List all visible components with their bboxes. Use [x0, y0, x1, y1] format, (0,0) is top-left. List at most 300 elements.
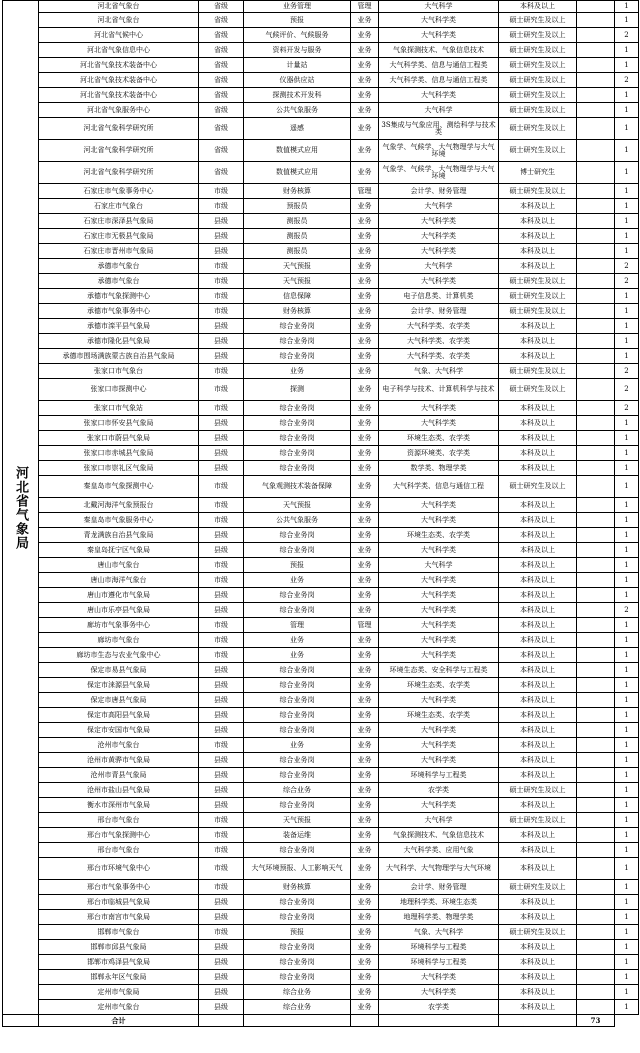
- count-cell: 1: [615, 738, 639, 753]
- position-cell: 综合业务岗: [244, 416, 351, 431]
- unit-cell: 石家庄市晋州市气象局: [39, 244, 199, 259]
- category-cell: 业务: [351, 498, 379, 513]
- blank-cell: [577, 498, 615, 513]
- unit-cell: 秦皇岛抚宁区气象局: [39, 543, 199, 558]
- category-cell: 业务: [351, 828, 379, 843]
- count-cell: 1: [615, 199, 639, 214]
- category-cell: 业务: [351, 229, 379, 244]
- blank-cell: [577, 334, 615, 349]
- unit-cell: 承德市气象探测中心: [39, 289, 199, 304]
- table-row: [3, 289, 639, 304]
- table-row: [3, 461, 639, 476]
- count-cell: 1: [615, 663, 639, 678]
- major-cell: 环境生态类、安全科学与工程类: [379, 663, 499, 678]
- major-cell: 大气科学类: [379, 723, 499, 738]
- level-cell: 省级: [199, 58, 244, 73]
- count-cell: 1: [615, 103, 639, 118]
- count-cell: 1: [615, 334, 639, 349]
- table-row: [3, 648, 639, 663]
- blank-cell: [577, 88, 615, 103]
- unit-cell: 邢台市气象台: [39, 813, 199, 828]
- unit-cell: 河北省气象服务中心: [39, 103, 199, 118]
- blank-cell: [577, 1000, 615, 1015]
- category-cell: 业务: [351, 349, 379, 364]
- major-cell: 大气科学类: [379, 985, 499, 1000]
- table-row: [3, 401, 639, 416]
- unit-cell: 河北省气象台: [39, 1, 199, 13]
- unit-cell: 廊坊市气象台: [39, 633, 199, 648]
- category-cell: 业务: [351, 401, 379, 416]
- education-cell: 硕士研究生及以上: [499, 274, 577, 289]
- level-cell: 市级: [199, 304, 244, 319]
- position-cell: 综合业务岗: [244, 753, 351, 768]
- unit-cell: 石家庄市深泽县气象局: [39, 214, 199, 229]
- blank-cell: [577, 648, 615, 663]
- blank-cell: [577, 349, 615, 364]
- unit-cell: 邢台市临城县气象局: [39, 895, 199, 910]
- level-cell: 市级: [199, 828, 244, 843]
- table-row: [3, 738, 639, 753]
- category-cell: 业务: [351, 603, 379, 618]
- table-row: [3, 603, 639, 618]
- education-cell: 本科及以上: [499, 1000, 577, 1015]
- table-row: [3, 28, 639, 43]
- count-cell: 1: [615, 461, 639, 476]
- unit-cell: 北戴河海洋气象预报台: [39, 498, 199, 513]
- blank-cell: [577, 970, 615, 985]
- total-label: 合计: [39, 1015, 199, 1027]
- table-row: [3, 940, 639, 955]
- unit-cell: 邢台市气象探测中心: [39, 828, 199, 843]
- count-cell: 1: [615, 693, 639, 708]
- level-cell: 市级: [199, 633, 244, 648]
- category-cell: 业务: [351, 431, 379, 446]
- position-cell: 综合业务岗: [244, 798, 351, 813]
- education-cell: 本科及以上: [499, 461, 577, 476]
- major-cell: 大气科学类: [379, 633, 499, 648]
- position-cell: 大气环境预报、人工影响天气: [244, 858, 351, 880]
- education-cell: 本科及以上: [499, 723, 577, 738]
- unit-cell: 石家庄市气象台: [39, 199, 199, 214]
- education-cell: 硕士研究生及以上: [499, 289, 577, 304]
- blank-cell: [577, 895, 615, 910]
- major-cell: 气象探测技术、气象信息技术: [379, 828, 499, 843]
- blank-cell: [577, 813, 615, 828]
- level-cell: 县级: [199, 985, 244, 1000]
- education-cell: 硕士研究生及以上: [499, 364, 577, 379]
- education-cell: 本科及以上: [499, 498, 577, 513]
- count-cell: 1: [615, 895, 639, 910]
- count-cell: 1: [615, 813, 639, 828]
- position-cell: 信息保障: [244, 289, 351, 304]
- position-cell: 综合业务岗: [244, 401, 351, 416]
- position-cell: 综合业务岗: [244, 723, 351, 738]
- education-cell: 本科及以上: [499, 199, 577, 214]
- position-cell: 业务管理: [244, 1, 351, 13]
- unit-cell: 承德市气象台: [39, 274, 199, 289]
- major-cell: 大气科学类、农学类: [379, 349, 499, 364]
- major-cell: 电子科学与技术、计算机科学与技术: [379, 379, 499, 401]
- education-cell: 本科及以上: [499, 214, 577, 229]
- blank-cell: [577, 259, 615, 274]
- position-cell: 综合业务岗: [244, 543, 351, 558]
- table-row: [3, 813, 639, 828]
- education-cell: 硕士研究生及以上: [499, 13, 577, 28]
- blank-cell: [577, 244, 615, 259]
- education-cell: 硕士研究生及以上: [499, 73, 577, 88]
- position-cell: 测报员: [244, 244, 351, 259]
- table-row: [3, 364, 639, 379]
- category-cell: 业务: [351, 364, 379, 379]
- major-cell: 电子信息类、计算机类: [379, 289, 499, 304]
- blank-cell: [577, 588, 615, 603]
- unit-cell: 廊坊市生态与农业气象中心: [39, 648, 199, 663]
- unit-cell: 张家口市赤城县气象局: [39, 446, 199, 461]
- blank-cell: [577, 880, 615, 895]
- major-cell: 环境生态类、农学类: [379, 528, 499, 543]
- category-cell: 业务: [351, 858, 379, 880]
- category-cell: 业务: [351, 88, 379, 103]
- level-cell: 县级: [199, 543, 244, 558]
- level-cell: 县级: [199, 588, 244, 603]
- position-cell: 财务核算: [244, 304, 351, 319]
- count-cell: 1: [615, 768, 639, 783]
- major-cell: 大气科学类: [379, 573, 499, 588]
- unit-cell: 廊坊市气象事务中心: [39, 618, 199, 633]
- table-row: [3, 798, 639, 813]
- level-cell: 县级: [199, 461, 244, 476]
- position-cell: 综合业务岗: [244, 334, 351, 349]
- unit-cell: 承德市隆化县气象局: [39, 334, 199, 349]
- blank-cell: [577, 199, 615, 214]
- major-cell: 大气科学类: [379, 244, 499, 259]
- count-cell: 1: [615, 753, 639, 768]
- level-cell: 县级: [199, 416, 244, 431]
- count-cell: 2: [615, 401, 639, 416]
- major-cell: 大气科学类: [379, 618, 499, 633]
- position-cell: 财务核算: [244, 184, 351, 199]
- category-cell: 业务: [351, 783, 379, 798]
- table-row: [3, 446, 639, 461]
- count-cell: 1: [615, 618, 639, 633]
- count-cell: 1: [615, 858, 639, 880]
- level-cell: 市级: [199, 573, 244, 588]
- major-cell: 大气科学类: [379, 693, 499, 708]
- position-cell: 天气预报: [244, 813, 351, 828]
- major-cell: 会计学、财务管理: [379, 184, 499, 199]
- category-cell: 业务: [351, 304, 379, 319]
- count-cell: 1: [615, 88, 639, 103]
- position-cell: 综合业务岗: [244, 603, 351, 618]
- level-cell: 市级: [199, 379, 244, 401]
- education-cell: 硕士研究生及以上: [499, 58, 577, 73]
- count-cell: 1: [615, 229, 639, 244]
- count-cell: 1: [615, 43, 639, 58]
- level-cell: 市级: [199, 199, 244, 214]
- table-row: [3, 244, 639, 259]
- level-cell: 市级: [199, 259, 244, 274]
- blank-cell: [577, 753, 615, 768]
- level-cell: 县级: [199, 895, 244, 910]
- unit-cell: 承德市滦平县气象局: [39, 319, 199, 334]
- position-cell: 气象观测技术装备保障: [244, 476, 351, 498]
- position-cell: 天气预报: [244, 274, 351, 289]
- education-cell: 本科及以上: [499, 401, 577, 416]
- count-cell: 1: [615, 910, 639, 925]
- position-cell: 业务: [244, 633, 351, 648]
- table-row: [3, 618, 639, 633]
- major-cell: 大气科学类: [379, 28, 499, 43]
- major-cell: 地理科学类、物理学类: [379, 910, 499, 925]
- category-cell: 业务: [351, 573, 379, 588]
- level-cell: 县级: [199, 768, 244, 783]
- count-cell: 2: [615, 259, 639, 274]
- position-cell: 综合业务岗: [244, 708, 351, 723]
- education-cell: 本科及以上: [499, 708, 577, 723]
- unit-cell: 唐山市气象台: [39, 558, 199, 573]
- level-cell: 省级: [199, 73, 244, 88]
- count-cell: 1: [615, 955, 639, 970]
- position-cell: 综合业务岗: [244, 910, 351, 925]
- education-cell: 本科及以上: [499, 895, 577, 910]
- level-cell: 市级: [199, 513, 244, 528]
- position-cell: 计量站: [244, 58, 351, 73]
- table-row: [3, 783, 639, 798]
- level-cell: 市级: [199, 274, 244, 289]
- unit-cell: 唐山市乐亭县气象局: [39, 603, 199, 618]
- blank-cell: [577, 1, 615, 13]
- table-row: [3, 1000, 639, 1015]
- level-cell: 县级: [199, 334, 244, 349]
- major-cell: 大气科学类、农学类: [379, 319, 499, 334]
- category-cell: 业务: [351, 940, 379, 955]
- education-cell: 本科及以上: [499, 1, 577, 13]
- count-cell: 1: [615, 319, 639, 334]
- major-cell: 环境科学与工程类: [379, 768, 499, 783]
- level-cell: 省级: [199, 1, 244, 13]
- unit-cell: 石家庄市气象事务中心: [39, 184, 199, 199]
- unit-cell: 石家庄市无极县气象局: [39, 229, 199, 244]
- level-cell: 市级: [199, 648, 244, 663]
- count-cell: 1: [615, 843, 639, 858]
- position-cell: 综合业务岗: [244, 663, 351, 678]
- education-cell: 硕士研究生及以上: [499, 43, 577, 58]
- unit-cell: 沧州市黄骅市气象局: [39, 753, 199, 768]
- position-cell: 综合业务岗: [244, 693, 351, 708]
- major-cell: 大气科学: [379, 199, 499, 214]
- category-cell: 业务: [351, 648, 379, 663]
- category-cell: 业务: [351, 768, 379, 783]
- category-cell: 业务: [351, 274, 379, 289]
- level-cell: 县级: [199, 723, 244, 738]
- count-cell: 1: [615, 783, 639, 798]
- unit-cell: 河北省气象技术装备中心: [39, 88, 199, 103]
- level-cell: 市级: [199, 925, 244, 940]
- education-cell: 本科及以上: [499, 319, 577, 334]
- count-cell: 2: [615, 28, 639, 43]
- count-cell: 2: [615, 274, 639, 289]
- blank-cell: [577, 118, 615, 140]
- category-cell: 业务: [351, 289, 379, 304]
- position-cell: 测报员: [244, 214, 351, 229]
- major-cell: 大气科学类: [379, 970, 499, 985]
- major-cell: 大气科学: [379, 103, 499, 118]
- category-cell: 业务: [351, 723, 379, 738]
- major-cell: 环境生态类、农学类: [379, 678, 499, 693]
- education-cell: 本科及以上: [499, 513, 577, 528]
- table-row: [3, 184, 639, 199]
- unit-cell: 河北省气象科学研究所: [39, 140, 199, 162]
- category-cell: 业务: [351, 73, 379, 88]
- category-cell: 业务: [351, 880, 379, 895]
- education-cell: 硕士研究生及以上: [499, 140, 577, 162]
- education-cell: 本科及以上: [499, 753, 577, 768]
- position-cell: 天气预报: [244, 498, 351, 513]
- major-cell: 大气科学类: [379, 498, 499, 513]
- level-cell: 省级: [199, 88, 244, 103]
- blank-cell: [577, 955, 615, 970]
- blank-cell: [577, 476, 615, 498]
- count-cell: 1: [615, 13, 639, 28]
- count-cell: 1: [615, 58, 639, 73]
- unit-cell: 秦皇岛市气象探测中心: [39, 476, 199, 498]
- position-cell: 预报: [244, 925, 351, 940]
- unit-cell: 沧州市青县气象局: [39, 768, 199, 783]
- level-cell: 县级: [199, 349, 244, 364]
- blank-cell: [577, 940, 615, 955]
- table-row: [3, 334, 639, 349]
- education-cell: 本科及以上: [499, 334, 577, 349]
- department-name: 河北省气象局: [13, 465, 28, 550]
- table-row: [3, 513, 639, 528]
- education-cell: 本科及以上: [499, 259, 577, 274]
- education-cell: 硕士研究生及以上: [499, 103, 577, 118]
- education-cell: 本科及以上: [499, 858, 577, 880]
- major-cell: 环境生态类、农学类: [379, 708, 499, 723]
- category-cell: 业务: [351, 214, 379, 229]
- major-cell: 大气科学类、信息与通信工程: [379, 476, 499, 498]
- count-cell: 1: [615, 925, 639, 940]
- table-row: [3, 13, 639, 28]
- level-cell: 市级: [199, 289, 244, 304]
- table-row: [3, 162, 639, 184]
- count-cell: 2: [615, 603, 639, 618]
- blank-cell: [577, 603, 615, 618]
- unit-cell: 邢台市气象台: [39, 843, 199, 858]
- level-cell: 县级: [199, 244, 244, 259]
- blank-cell: [577, 828, 615, 843]
- count-cell: 1: [615, 184, 639, 199]
- count-cell: 1: [615, 513, 639, 528]
- unit-cell: 唐山市海洋气象台: [39, 573, 199, 588]
- unit-cell: 衡水市深州市气象局: [39, 798, 199, 813]
- education-cell: 本科及以上: [499, 244, 577, 259]
- education-cell: 本科及以上: [499, 940, 577, 955]
- unit-cell: 张家口市蔚县气象局: [39, 431, 199, 446]
- blank-cell: [199, 1015, 244, 1027]
- education-cell: 硕士研究生及以上: [499, 118, 577, 140]
- count-cell: 1: [615, 304, 639, 319]
- blank-cell: [3, 1015, 39, 1027]
- blank-cell: [577, 783, 615, 798]
- major-cell: 地理科学类、环境生态类: [379, 895, 499, 910]
- position-cell: 综合业务岗: [244, 431, 351, 446]
- major-cell: 大气科学类: [379, 648, 499, 663]
- count-cell: 2: [615, 73, 639, 88]
- education-cell: 硕士研究生及以上: [499, 28, 577, 43]
- blank-cell: [577, 558, 615, 573]
- count-cell: 1: [615, 970, 639, 985]
- level-cell: 市级: [199, 858, 244, 880]
- position-cell: 公共气象服务: [244, 103, 351, 118]
- unit-cell: 定州市气象台: [39, 1000, 199, 1015]
- category-cell: 业务: [351, 13, 379, 28]
- count-cell: 1: [615, 723, 639, 738]
- count-cell: 1: [615, 985, 639, 1000]
- blank-cell: [577, 678, 615, 693]
- major-cell: 气象、大气科学: [379, 364, 499, 379]
- category-cell: 业务: [351, 985, 379, 1000]
- category-cell: 管理: [351, 618, 379, 633]
- category-cell: 业务: [351, 58, 379, 73]
- table-row: [3, 843, 639, 858]
- education-cell: 博士研究生: [499, 162, 577, 184]
- unit-cell: 邯郸市邱县气象局: [39, 940, 199, 955]
- category-cell: 业务: [351, 103, 379, 118]
- blank-cell: [577, 446, 615, 461]
- table-row: [3, 693, 639, 708]
- blank-cell: [244, 1015, 351, 1027]
- education-cell: 本科及以上: [499, 528, 577, 543]
- unit-cell: 承德市围场满族蒙古族自治县气象局: [39, 349, 199, 364]
- education-cell: 本科及以上: [499, 955, 577, 970]
- blank-cell: [577, 274, 615, 289]
- education-cell: 本科及以上: [499, 663, 577, 678]
- category-cell: 业务: [351, 199, 379, 214]
- education-cell: 硕士研究生及以上: [499, 184, 577, 199]
- table-row: [3, 498, 639, 513]
- education-cell: 本科及以上: [499, 633, 577, 648]
- major-cell: 大气科学类: [379, 738, 499, 753]
- category-cell: 业务: [351, 925, 379, 940]
- blank-cell: [577, 633, 615, 648]
- major-cell: 大气科学类: [379, 603, 499, 618]
- blank-cell: [577, 103, 615, 118]
- blank-cell: [577, 618, 615, 633]
- blank-cell: [577, 738, 615, 753]
- position-cell: 综合业务岗: [244, 678, 351, 693]
- education-cell: 硕士研究生及以上: [499, 813, 577, 828]
- category-cell: 业务: [351, 753, 379, 768]
- blank-cell: [577, 304, 615, 319]
- education-cell: 本科及以上: [499, 558, 577, 573]
- table-row: [3, 558, 639, 573]
- position-cell: 管理: [244, 618, 351, 633]
- position-cell: 综合业务岗: [244, 768, 351, 783]
- blank-cell: [577, 663, 615, 678]
- education-cell: 硕士研究生及以上: [499, 476, 577, 498]
- position-cell: 遥感: [244, 118, 351, 140]
- table-row: [3, 633, 639, 648]
- blank-cell: [577, 910, 615, 925]
- count-cell: 1: [615, 633, 639, 648]
- major-cell: 气象、大气科学: [379, 925, 499, 940]
- unit-cell: 河北省气象信息中心: [39, 43, 199, 58]
- table-row: [3, 140, 639, 162]
- category-cell: 业务: [351, 970, 379, 985]
- education-cell: 本科及以上: [499, 693, 577, 708]
- department-cell: [3, 1, 39, 1015]
